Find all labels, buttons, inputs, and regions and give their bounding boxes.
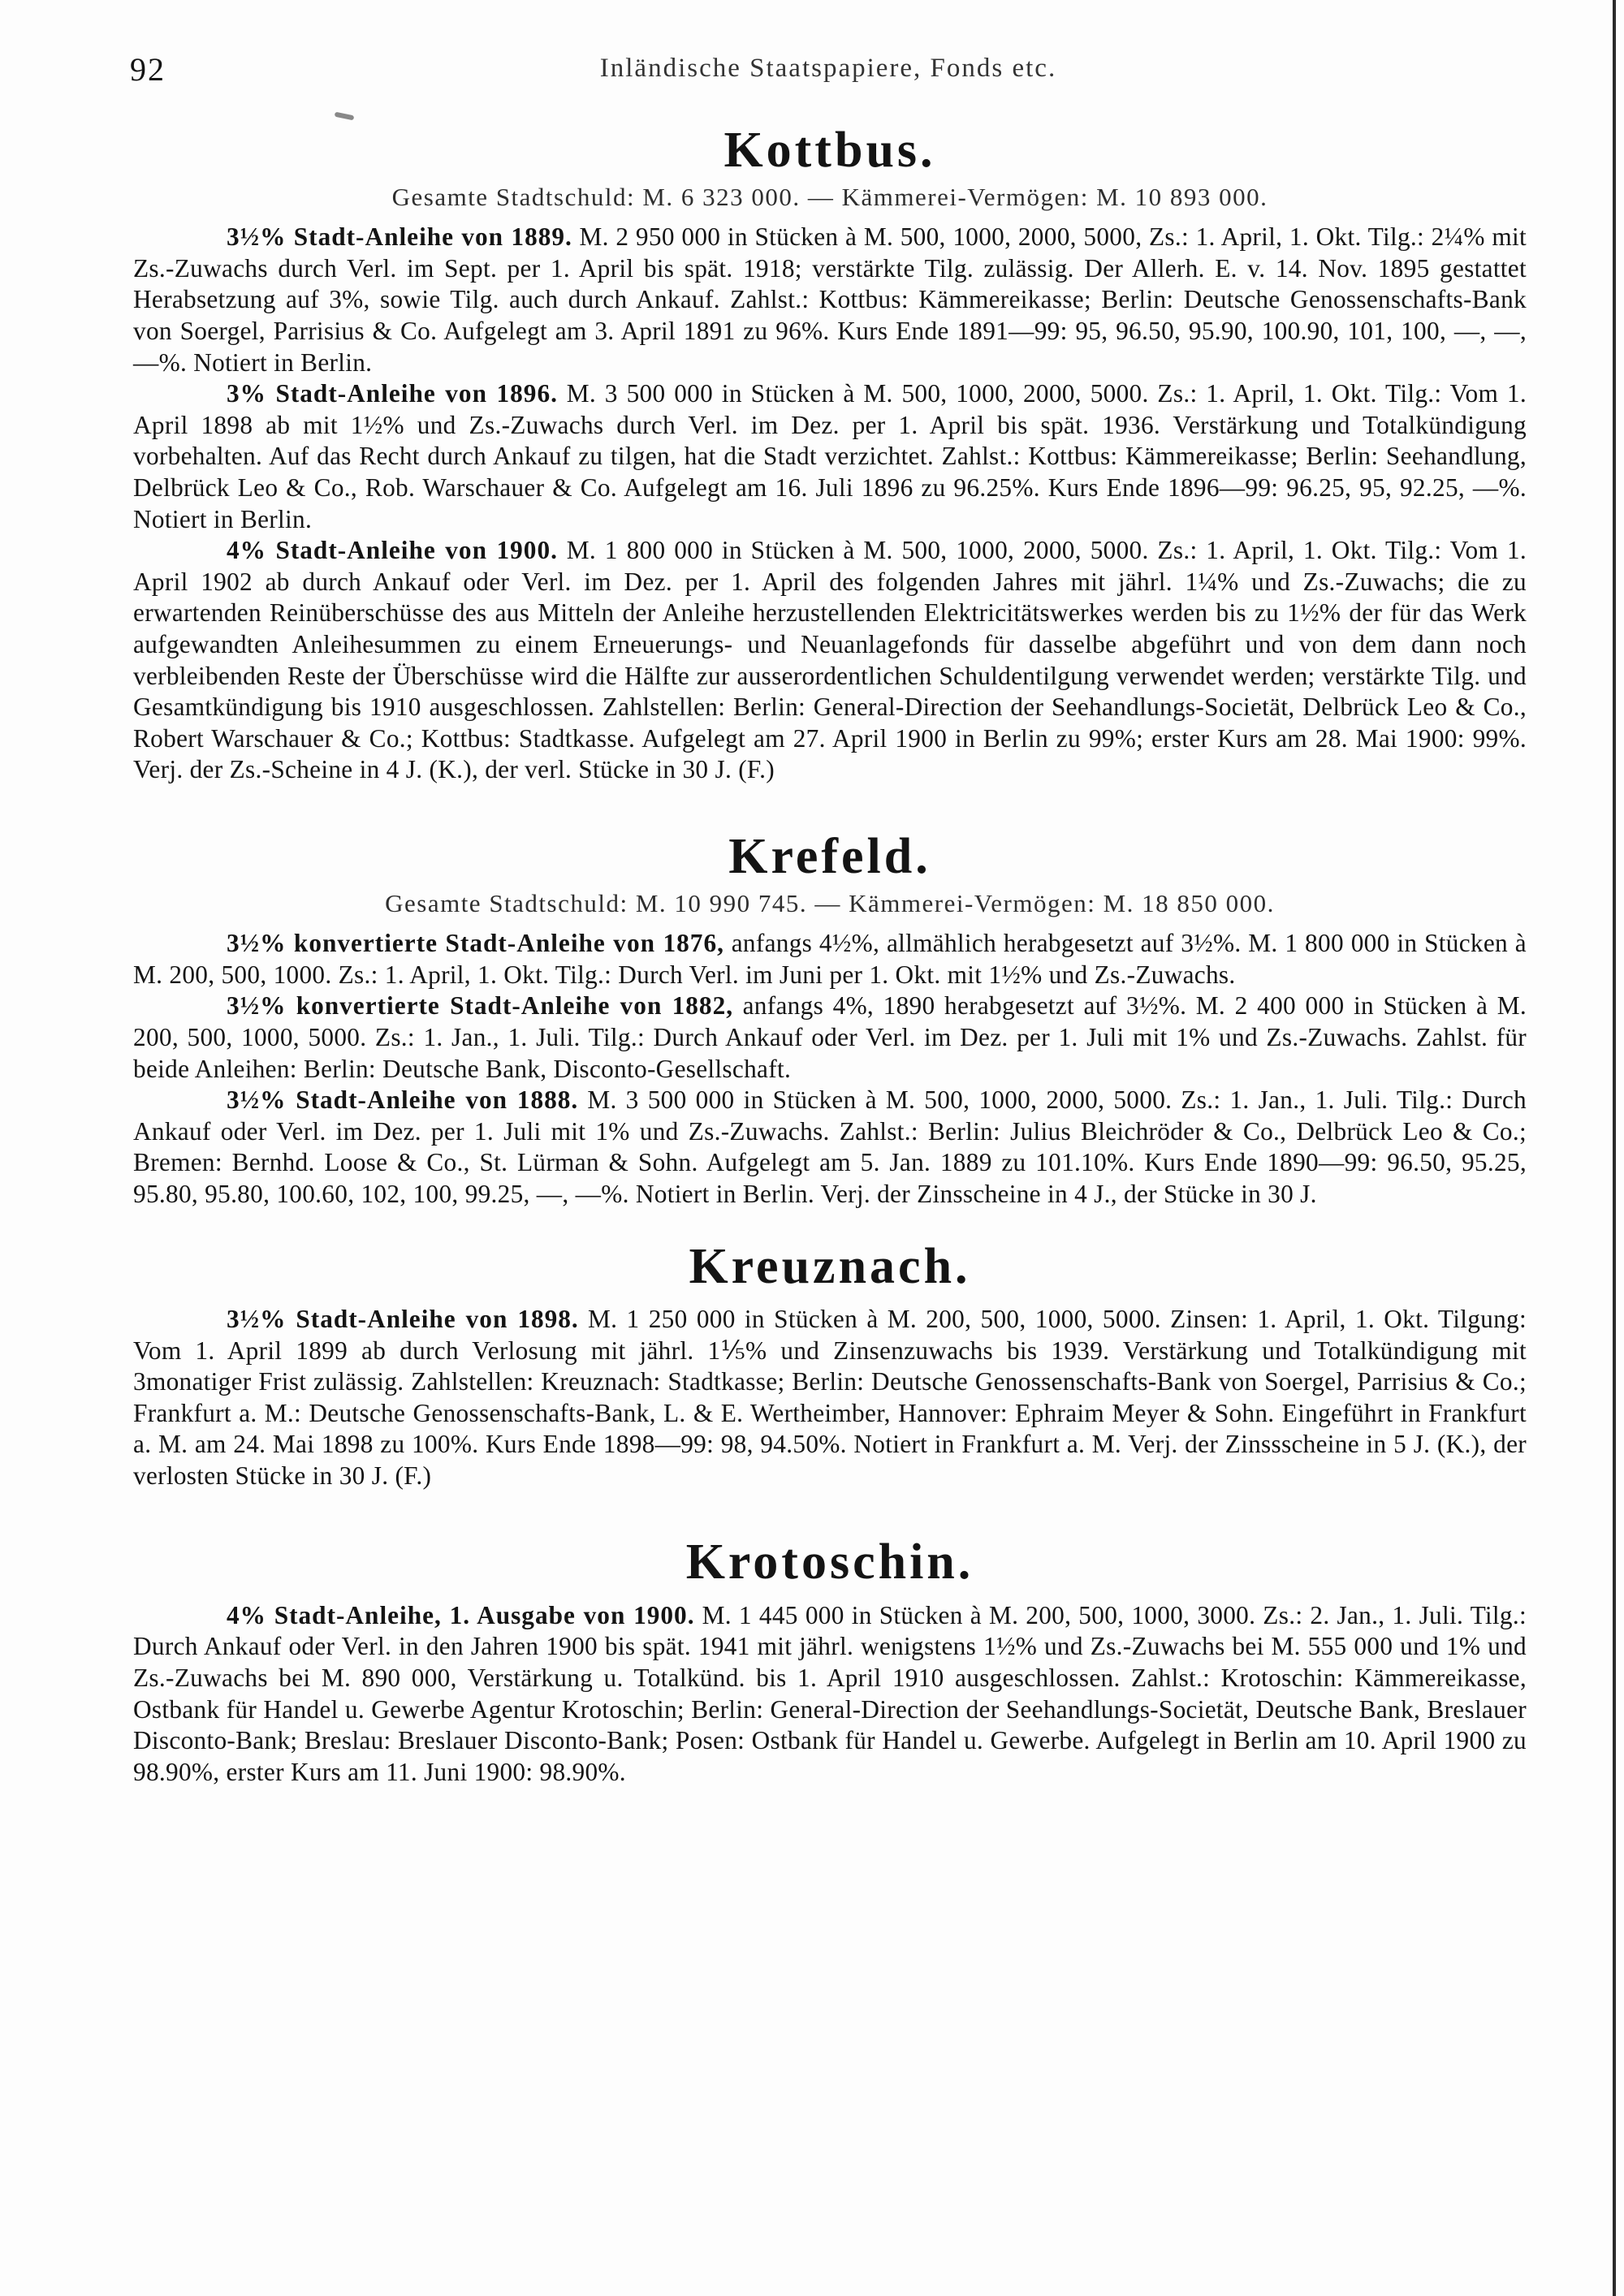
section-spacer: [133, 1211, 1527, 1238]
loan-text: M. 1 800 000 in Stücken à M. 500, 1000, 2000, 5000. Zs.: 1. April, 1. Okt. Tilg.: Vom 1. April 1902 ab durch Ankauf oder Verl. im Dez. per 1. April des folgenden Jahres mit jährl. 1¼% und Zs.-Zuwachs; die zu erwartenden Reinüberschüsse des aus Mitteln der Anleihe herzustellenden Elektricitätswerkes werden bis zu 1½% der für das Werk aufgewandten Anleihesummen zu einem Erneuerungs- und Neuanlagefonds für dasselbe abgeführt und von dem dann noch verbleibenden Reste der Überschüsse wird die Hälfte zur ausserordentlichen Schuldentilgung verwendet werden; verstärkte Tilg. und Gesamtkündigung bis 1910 ausgeschlossen. Zahlstellen: Berlin: General-Direction der Seehandlungs-Societät, Delbrück Leo & Co., Robert Warschauer & Co.; Kottbus: Stadtkasse. Aufgelegt am 27. April 1900 in Berlin zu 99%; erster Kurs am 28. Mai 1900: 99%. Verj. der Zs.-Scheine in 4 J. (K.), der verl. Stücke in 30 J. (F.): [133, 536, 1527, 784]
debt-summary: Gesamte Stadtschuld: M. 6 323 000. — Kämmerei-Vermögen: M. 10 893 000.: [391, 183, 1268, 212]
loan-title: 3½% konvertierte Stadt-Anleihe von 1876,: [227, 929, 724, 958]
loan-title: 4% Stadt-Anleihe, 1. Ausgabe von 1900.: [227, 1600, 695, 1629]
city-heading: Kreuznach.: [689, 1238, 971, 1294]
section-krefeld: [133, 828, 1527, 1211]
section-kreuznach: [133, 1238, 1527, 1492]
loan-title: 3½% konvertierte Stadt-Anleihe von 1882,: [227, 991, 734, 1021]
page-number: 92: [130, 51, 166, 88]
running-title: Inländische Staatspapiere, Fonds etc.: [599, 54, 1057, 83]
loan-entry: [133, 1085, 1527, 1210]
section-spacer: [133, 1491, 1527, 1534]
city-heading: Krotoschin.: [685, 1534, 974, 1590]
city-heading: Kottbus.: [723, 123, 936, 178]
section-spacer: [133, 786, 1527, 828]
loan-entry: [133, 990, 1527, 1085]
city-heading: Krefeld.: [728, 828, 931, 884]
loan-entry: [133, 222, 1527, 378]
loan-title: 3½% Stadt-Anleihe von 1889.: [227, 222, 572, 252]
ink-speck: [335, 112, 355, 121]
loan-entry: [133, 1600, 1527, 1789]
section-kottbus: [133, 122, 1527, 786]
page-body: [133, 122, 1527, 1788]
debt-summary: Gesamte Stadtschuld: M. 10 990 745. — Kämmerei-Vermögen: M. 18 850 000.: [385, 889, 1275, 918]
section-krotoschin: [133, 1534, 1527, 1788]
loan-title: 4% Stadt-Anleihe von 1900.: [227, 536, 558, 565]
loan-text: anfangs 4%, 1890 herabgesetzt auf 3½%. M. 2 400 000 in Stücken à M. 200, 500, 1000, 5000. Zs.: 1. Jan., 1. Juli. Tilg.: Durch Ankauf oder Verl. im Dez. per 1. Juli mit 1% und Zs.-Zuwachs. Zahlst. für beide Anleihen: Berlin: Deutsche Bank, Disconto-Gesellschaft.: [133, 991, 1527, 1083]
loan-text: anfangs 4½%, allmählich herabgesetzt auf 3½%. M. 1 800 000 in Stücken à M. 200, 500, 1000. Zs.: 1. April, 1. Okt. Tilg.: Durch Verl. im Juni per 1. Okt. mit 1½% und Zs.-Zuwachs.: [133, 929, 1527, 989]
loan-text: M. 3 500 000 in Stücken à M. 500, 1000, 2000, 5000. Zs.: 1. April, 1. Okt. Tilg.: Vom 1. April 1898 ab mit 1½% und Zs.-Zuwachs durch Verl. im Dez. per 1. April bis spät. 1936. Verstärkung und Totalkündigung vorbehalten. Auf das Recht durch Ankauf zu tilgen, hat die Stadt verzichtet. Zahlst.: Kottbus: Kämmereikasse; Berlin: Seehandlung, Delbrück Leo & Co., Rob. Warschauer & Co. Aufgelegt am 16. Juli 1896 zu 96.25%. Kurs Ende 1896—99: 96.25, 95, 92.25, —%. Notiert in Berlin.: [133, 379, 1527, 533]
loan-title: 3% Stadt-Anleihe von 1896.: [227, 379, 558, 408]
loan-title: 3½% Stadt-Anleihe von 1888.: [227, 1085, 579, 1115]
loan-text: M. 2 950 000 in Stücken à M. 500, 1000, 2000, 5000, Zs.: 1. April, 1. Okt. Tilg.: 2¼% mit Zs.-Zuwachs durch Verl. im Sept. per 1. April bis spät. 1918; verstärkte Tilg. zulässig. Der Allerh. E. v. 14. Nov. 1895 gestattet Herabsetzung auf 3%, sowie Tilg. auch durch Ankauf. Zahlst.: Kottbus: Kämmereikasse; Berlin: Deutsche Genossenschafts-Bank von Soergel, Parrisius & Co. Aufgelegt am 3. April 1891 zu 96%. Kurs Ende 1891—99: 95, 96.50, 95.90, 100.90, 101, 100, —, —, —%. Notiert in Berlin.: [133, 222, 1527, 377]
loan-text: M. 3 500 000 in Stücken à M. 500, 1000, 2000, 5000. Zs.: 1. Jan., 1. Juli. Tilg.: Durch Ankauf oder Verl. im Dez. per 1. Juli mit 1% und Zs.-Zuwachs. Zahlst.: Berlin: Julius Bleichröder & Co., Delbrück Leo & Co.; Bremen: Bernhd. Loose & Co., St. Lürman & Sohn. Aufgelegt am 5. Jan. 1889 zu 101.10%. Kurs Ende 1890—99: 96.50, 95.25, 95.80, 95.80, 100.60, 102, 100, 99.25, —, —%. Notiert in Berlin. Verj. der Zinsscheine in 4 J., der Stücke in 30 J.: [133, 1085, 1527, 1209]
loan-entry: [133, 1304, 1527, 1492]
loan-entry: [133, 378, 1527, 535]
loan-text: M. 1 250 000 in Stücken à M. 200, 500, 1000, 5000. Zinsen: 1. April, 1. Okt. Tilgung: Vom 1. April 1899 ab durch Verlosung mit jährl. 1⅕% und Zinsenzuwachs bis 1939. Verstärkung und Totalkündigung mit 3monatiger Frist zulässig. Zahlstellen: Kreuznach: Stadtkasse; Berlin: Deutsche Genossenschafts-Bank von Soergel, Parrisius & Co.; Frankfurt a. M.: Deutsche Genossenschafts-Bank, L. & E. Wertheimber, Hannover: Ephraim Meyer & Sohn. Eingeführt in Frankfurt a. M. am 24. Mai 1898 zu 100%. Kurs Ende 1898—99: 98, 94.50%. Notiert in Frankfurt a. M. Verj. der Zinssscheine in 5 J. (K.), der verlosten Stücke in 30 J. (F.): [133, 1304, 1527, 1490]
loan-title: 3½% Stadt-Anleihe von 1898.: [227, 1304, 579, 1333]
running-header: [130, 50, 1527, 91]
loan-entry: [133, 535, 1527, 786]
loan-text: M. 1 445 000 in Stücken à M. 200, 500, 1000, 3000. Zs.: 2. Jan., 1. Juli. Tilg.: Durch Ankauf oder Verl. in den Jahren 1900 bis spät. 1941 mit jährl. wenigstens 1½% und Zs.-Zuwachs bei M. 555 000 und 1% und Zs.-Zuwachs bei M. 890 000, Verstärkung u. Totalkünd. bis 1. April 1910 ausgeschlossen. Zahlst.: Krotoschin: Kämmereikasse, Ostbank für Handel u. Gewerbe Agentur Krotoschin; Berlin: General-Direction der Seehandlungs-Societät, Deutsche Bank, Breslauer Disconto-Bank; Breslau: Breslauer Disconto-Bank; Posen: Ostbank für Handel u. Gewerbe. Aufgelegt in Berlin am 10. April 1900 zu 98.90%, erster Kurs am 11. Juni 1900: 98.90%.: [133, 1600, 1527, 1786]
page-edge-line: [1613, 0, 1616, 2296]
loan-entry: [133, 928, 1527, 990]
